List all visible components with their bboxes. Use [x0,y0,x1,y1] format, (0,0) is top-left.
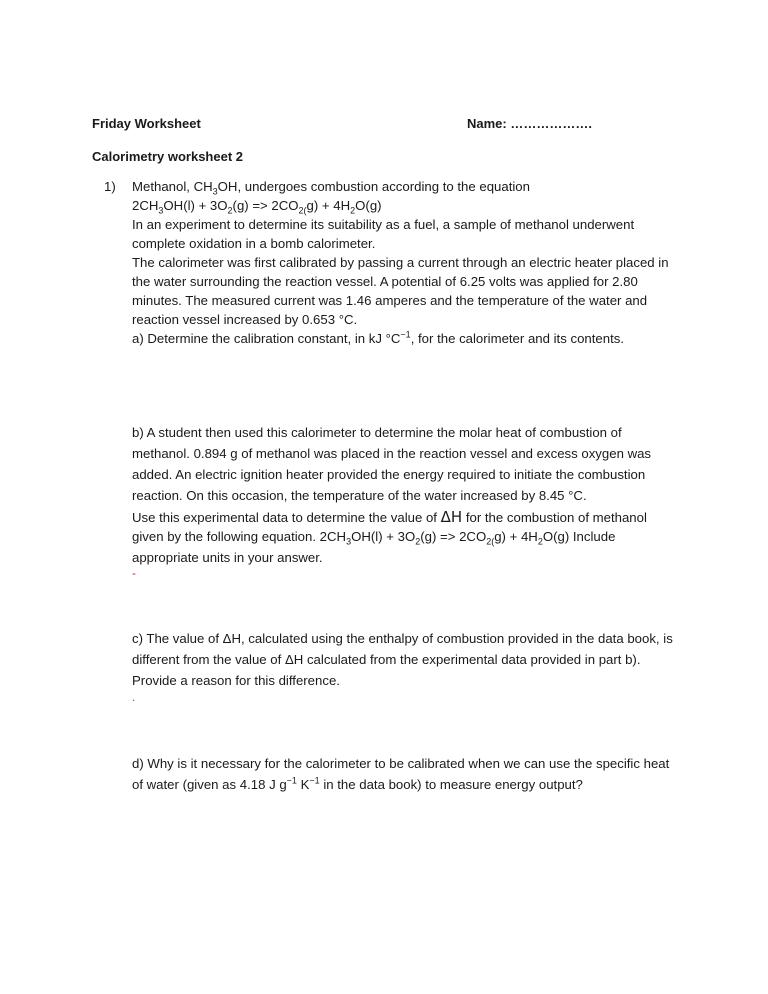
part-c-line-1: c) The value of ΔH, calculated using the enthalpy of combustion provided in the data book, is [132,631,673,646]
question1-equation: $2CH_3OH(l) + 3O_2(g) => 2CO_{2(}g) + 4H_2O(g)$ [132,198,382,216]
question1-line-3: complete oxidation in a bomb calorimeter. [132,236,376,251]
answer-mark-c: . [132,690,136,704]
part-b-line-2: methanol. 0.894 g of methanol was placed in the reaction vessel and excess oxygen was [132,446,652,461]
answer-mark-b: - [132,566,136,580]
question-number: 1) [104,179,116,194]
question1-part-a: a) Determine the calibration constant, in kJ $^\circ C^{-1}$, for the calorimeter and its contents. [132,329,624,346]
question1-line-6: minutes. The measured current was 1.46 amperes and the temperature of the water and [132,293,648,308]
question1-line-1: Methanol, $CH_3OH$, undergoes combustion according to the equation [132,179,530,197]
part-b-line-6: given by the following equation. $2CH_3OH(l) + 3O_2(g) => 2CO_{2(}g) + 4H_2O(g)$ Include [132,529,616,547]
question1-line-5: the water surrounding the reaction vessel. A potential of 6.25 volts was applied for 2.80 [132,274,638,289]
part-c-line-3: Provide a reason for this difference. [132,673,340,688]
part-b-line-1: b) A student then used this calorimeter to determine the molar heat of combustion of [132,425,622,440]
part-b-line-5: Use this experimental data to determine the value of ΔH for the combustion of methanol [132,508,647,526]
part-b-line-7: appropriate units in your answer. [132,550,323,565]
part-b-line-4: reaction. On this occasion, the temperature of the water increased by 8.45 °C. [132,488,587,503]
question1-line-7: reaction vessel increased by 0.653 °C. [132,312,358,327]
worksheet-title: Friday Worksheet [92,116,201,131]
question1-line-2: In an experiment to determine its suitability as a fuel, a sample of methanol underwent [132,217,635,232]
question1-line-4: The calorimeter was first calibrated by passing a current through an electric heater placed in [132,255,669,270]
name-field-label: Name: ………………. [467,116,592,131]
part-c-line-2: different from the value of ΔH calculated from the experimental data provided in part b). [132,652,641,667]
worksheet-subtitle: Calorimetry worksheet 2 [92,149,244,164]
part-d-line-1: d) Why is it necessary for the calorimeter to be calibrated when we can use the specific heat [132,756,670,771]
part-b-line-3: added. An electric ignition heater provided the energy required to initiate the combustion [132,467,646,482]
part-d-line-2: of water (given as 4.18 J $g^{-1}$ $K^{-1}$ in the data book) to measure energy output? [132,775,583,792]
